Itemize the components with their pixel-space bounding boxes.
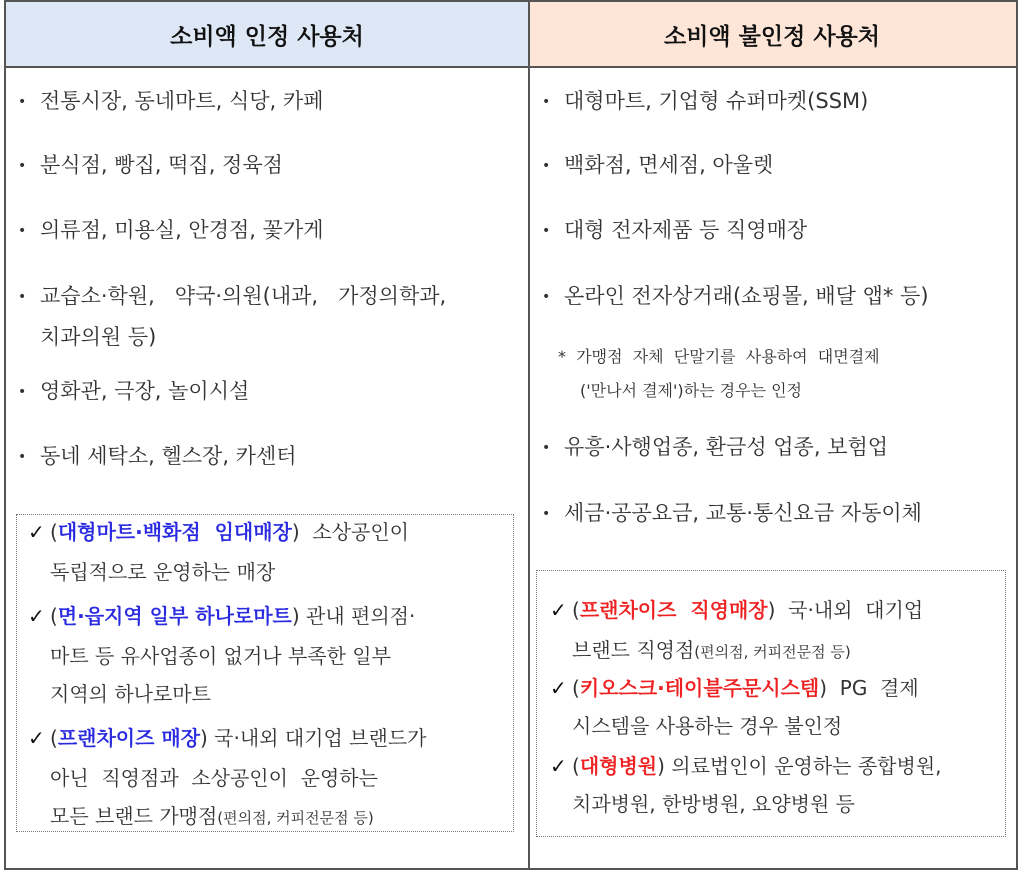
item-text: 의료법인이 운영하는 종합병원, xyxy=(664,754,942,778)
item-text: 국·내외 대기업 브랜드가 xyxy=(207,726,427,750)
bullet-icon: • xyxy=(542,223,551,239)
list-item xyxy=(18,435,297,478)
list-item xyxy=(18,144,283,187)
item-small-text: (편의점, 커피전문점 등) xyxy=(217,809,374,827)
item-text: 분식점, 빵집, 떡집, 정육점 xyxy=(40,153,283,177)
check-line: 독립적으로 운영하는 매장 xyxy=(50,560,276,584)
check-item xyxy=(550,746,942,786)
highlight-text: 면·읍지역 일부 하나로마트 xyxy=(57,604,292,628)
item-text: 교습소·학원, 약국·의원(내과, 가정의학과, xyxy=(40,284,447,308)
item-text: 국·내외 대기업 xyxy=(775,598,924,622)
highlight-text: 프랜차이즈 매장 xyxy=(57,726,201,750)
bullet-icon: • xyxy=(542,506,551,522)
item-text: 백화점, 면세점, 아울렛 xyxy=(564,153,774,177)
check-item xyxy=(28,512,409,552)
column-divider xyxy=(528,2,530,868)
check-icon: ✓ xyxy=(28,520,45,544)
list-item-continuation: 치과의원 등) xyxy=(40,325,157,349)
check-line: 아닌 직영점과 소상공인이 운영하는 xyxy=(50,766,378,790)
check-icon: ✓ xyxy=(550,676,567,700)
check-icon: ✓ xyxy=(550,754,567,778)
bullet-icon: • xyxy=(18,158,27,174)
item-text: 세금·공공요금, 교통·통신요금 자동이체 xyxy=(564,501,922,525)
check-icon: ✓ xyxy=(28,726,45,750)
paren: ( xyxy=(50,726,58,750)
bullet-icon: • xyxy=(18,94,27,110)
item-text: 온라인 전자상거래(쇼핑몰, 배달 앱* 등) xyxy=(564,284,929,308)
item-text: 동네 세탁소, 헬스장, 카센터 xyxy=(40,444,297,468)
check-line: 치과병원, 한방병원, 요양병원 등 xyxy=(572,792,855,816)
item-text: 전통시장, 동네마트, 식당, 카페 xyxy=(40,89,324,113)
paren: ( xyxy=(572,754,580,778)
check-icon: ✓ xyxy=(28,604,45,628)
check-item xyxy=(28,718,426,758)
paren: ( xyxy=(572,676,580,700)
item-text: PG 결제 xyxy=(827,676,919,700)
bullet-icon: • xyxy=(542,94,551,110)
list-item xyxy=(542,80,868,123)
highlight-text: 프랜차이즈 직영매장 xyxy=(579,598,768,622)
paren: ) xyxy=(200,726,208,750)
check-item xyxy=(28,596,415,636)
check-line xyxy=(572,630,851,672)
list-item xyxy=(542,492,922,535)
highlight-text: 키오스크·테이블주문시스템 xyxy=(579,676,820,700)
item-text: 브랜드 직영점 xyxy=(572,638,695,662)
list-item xyxy=(542,209,807,252)
paren: ) xyxy=(767,598,776,622)
highlight-text: 대형병원 xyxy=(579,754,658,778)
footnote-line: * 가맹점 자체 단말기를 사용하여 대면결제 xyxy=(558,347,880,366)
list-item xyxy=(542,275,929,318)
list-item xyxy=(542,144,773,187)
bullet-icon: • xyxy=(18,384,27,400)
check-item xyxy=(550,590,923,630)
bullet-icon: • xyxy=(18,289,27,305)
usage-table xyxy=(4,0,1018,870)
bullet-icon: • xyxy=(542,158,551,174)
item-text: 관내 편의점· xyxy=(299,604,416,628)
item-text: 소상공인이 xyxy=(299,520,409,544)
check-line xyxy=(50,796,374,838)
bullet-icon: • xyxy=(18,223,27,239)
list-item xyxy=(18,275,446,318)
list-item xyxy=(18,80,323,123)
paren: ) xyxy=(291,520,300,544)
paren: ( xyxy=(50,604,58,628)
check-line: 지역의 하나로마트 xyxy=(50,682,211,706)
item-text: 영화관, 극장, 놀이시설 xyxy=(40,379,250,403)
paren: ( xyxy=(50,520,58,544)
check-line: 시스템을 사용하는 경우 불인정 xyxy=(572,714,843,738)
item-text: 모든 브랜드 가맹점 xyxy=(50,804,218,828)
check-item xyxy=(550,668,919,708)
list-item xyxy=(18,370,249,413)
highlight-text: 대형마트·백화점 임대매장 xyxy=(57,520,292,544)
header-not-allowed: 소비액 불인정 사용처 xyxy=(528,2,1016,68)
check-icon: ✓ xyxy=(550,598,567,622)
bullet-icon: • xyxy=(542,440,551,456)
paren: ( xyxy=(572,598,580,622)
list-item xyxy=(542,426,888,469)
item-text: 대형 전자제품 등 직영매장 xyxy=(564,218,808,242)
check-line: 마트 등 유사업종이 없거나 부족한 일부 xyxy=(50,644,391,668)
header-allowed: 소비액 인정 사용처 xyxy=(6,2,528,68)
paren: ) xyxy=(819,676,828,700)
footnote-line: ('만나서 결제')하는 경우는 인정 xyxy=(580,381,803,400)
item-text: 의류점, 미용실, 안경점, 꽃가게 xyxy=(40,218,324,242)
item-text: 유흥·사행업종, 환금성 업종, 보험업 xyxy=(564,435,889,459)
paren: ) xyxy=(291,604,300,628)
item-text: 대형마트, 기업형 슈퍼마켓(SSM) xyxy=(564,89,869,113)
paren: ) xyxy=(657,754,665,778)
bullet-icon: • xyxy=(18,449,27,465)
bullet-icon: • xyxy=(542,289,551,305)
item-small-text: (편의점, 커피전문점 등) xyxy=(694,643,851,661)
list-item xyxy=(18,209,323,252)
